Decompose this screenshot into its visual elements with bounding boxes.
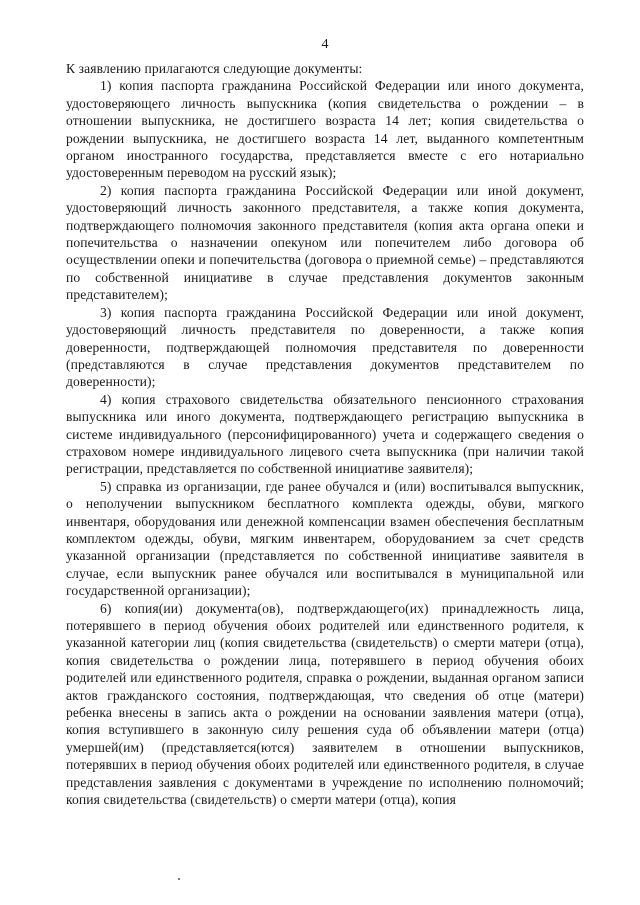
list-item-4: 4) копия страхового свидетельства обязательного пенсионного страхования выпускника или иного документа, подтверждающего регистрацию выпускника в системе индивидуального (персонифицированного) учета и содержащего сведения о страховом номере индивидуального лицевого счета выпускника (при наличии такой регистрации, представляется по собственной инициативе заявителя); xyxy=(66,391,584,477)
list-item-2: 2) копия паспорта гражданина Российской Федерации или иной документ, удостоверяющий личность законного представителя, а также копия документа, подтверждающего полномочия законного представителя (копия акта органа опеки и попечительства о назначении опекуном или попечителем либо договора об осуществлении опеки и попечительства (договора о приемной семье) – представляются по собственной инициативе в случае представления документов законным представителем); xyxy=(66,182,584,303)
intro-paragraph: К заявлению прилагаются следующие документы: xyxy=(66,61,363,76)
list-item-3: 3) копия паспорта гражданина Российской Федерации или иной документ, удостоверяющий личность представителя по доверенности, а также копия доверенности, подтверждающей полномочия представителя по доверенности (представляются в случае представления документов представителем по доверенности); xyxy=(66,304,584,390)
list-item-1: 1) копия паспорта гражданина Российской Федерации или иного документа, удостоверяющего личность выпускника (копия свидетельства о рождении – в отношении выпускника, не достигшего возраста 14 лет; копия свидетельства о рождении выпускника, не достигшего возраста 14 лет, выданного компетентным органом иностранного государства, представляется вместе с его нотариально удостоверенным переводом на русский язык); xyxy=(66,78,584,181)
list-item-6: 6) копия(ии) документа(ов), подтверждающего(их) принадлежность лица, потерявшего в период обучения обоих родителей или единственного родителя, к указанной категории лиц (копия свидетельства (свидетельств) о смерти матери (отца), копия свидетельства о рождении лица, потерявшего в период обучения обоих родителей или единственного родителя, справка о рождении, выданная органом записи актов гражданского состояния, подтверждающая, что сведения об отце (матери) ребенка внесены в запись акта о рождении на основании заявления матери (отца), копия вступившего в законную силу решения суда об объявлении матери (отца) умершей(им) (представляется(ются) заявителем в отношении выпускников, потерявших в период обучения обоих родителей или единственного родителя, в случае представления заявления с документами в учреждение по исполнению полномочий; копия свидетельства (свидетельств) о смерти матери (отца), копия xyxy=(66,600,584,808)
page-number: 4 xyxy=(321,37,329,52)
scan-speck xyxy=(178,878,180,880)
list-item-5: 5) справка из организации, где ранее обучался и (или) воспитывался выпускник, о неполучении выпускником бесплатного комплекта одежды, обуви, мягкого инвентаря, оборудования или денежной компенсации взамен обеспечения бесплатным комплектом одежды, обуви, мягким инвентарем, оборудованием за счет средств указанной организации (представляется по собственной инициативе заявителя в случае, если выпускник ранее обучался или воспитывался в муниципальной или государственной организации); xyxy=(66,478,584,599)
